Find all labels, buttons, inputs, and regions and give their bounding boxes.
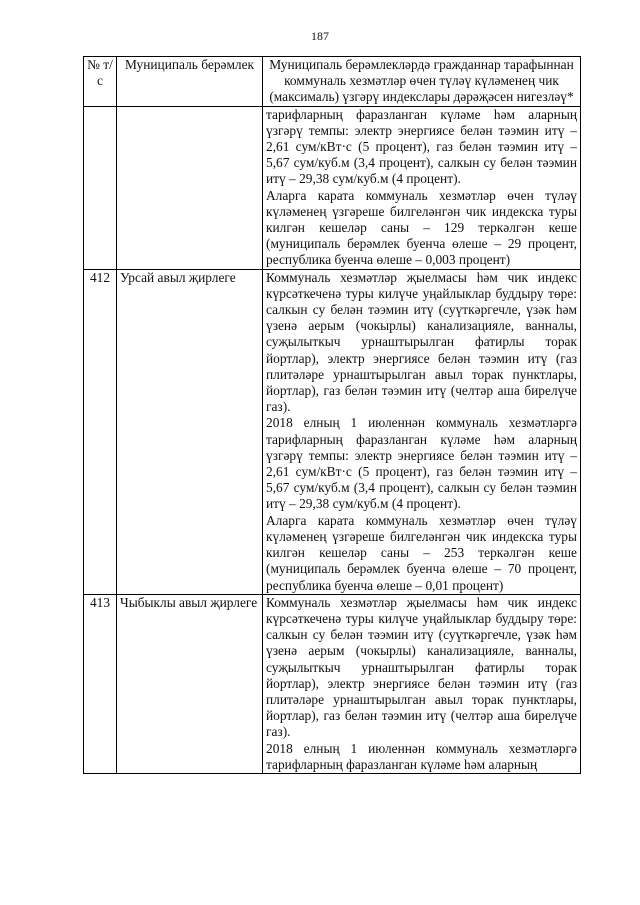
row-paragraph: Коммуналь хезмәтләр җыелмасы һәм чик индекс күрсәткеченә туры килүче уңайлыклар буддыру төре: салкын су белән тәэмин итү (суүткәргечле, үзәк һәм үзенә аерым (чокырлы) канализацияле, ванналы, суҗылыткыч урнаштырылган фатирлы торак йортлар), электр энергиясе белән тәэмин итү (газ плитәләре урнаштырылган авыл торак пунктлары, йортлар), газ белән тәэмин итү (челтәр аша бирелүче газ). bbox=[266, 269, 577, 415]
row-description bbox=[263, 269, 581, 594]
table-row bbox=[84, 269, 581, 594]
tariff-table bbox=[83, 56, 581, 774]
row-municipality bbox=[117, 106, 263, 269]
header-municipality: Муниципаль берәмлек bbox=[117, 57, 263, 107]
row-number: 413 bbox=[84, 594, 117, 773]
header-number: № т/с bbox=[84, 57, 117, 107]
table-row bbox=[84, 106, 581, 269]
row-paragraph: Аларга карата коммуналь хезмәтләр өчен түләү күләменең үзгәреше билгеләнгән чик индекска туры килгән кешеләр саны – 129 теркәлгән кеше (муниципаль берәмлек буенча өлеше – 29 процент, республика буенча өлеше – 0,003 процент) bbox=[266, 187, 577, 268]
table-row bbox=[84, 594, 581, 773]
table-header-row bbox=[84, 57, 581, 107]
row-paragraph: 2018 елның 1 июленнән коммуналь хезмәтләргә тарифларның фаразланган күләме һәм аларның үзгәрү темпы: электр энергиясе белән тәэмин итү – 2,61 сум/кВт·с (5 процент), газ белән тәэмин итү – 5,67 сум/куб.м (3,4 процент), салкын су белән тәэмин итү – 29,38 сум/куб.м (4 процент). bbox=[266, 415, 577, 512]
row-paragraph: Аларга карата коммуналь хезмәтләр өчен түләү күләменең үзгәреше билгеләнгән чик индекска туры килгән кешеләр саны – 253 теркәлгән кеше (муниципаль берәмлек буенча өлеше – 70 процент, республика буенча өлеше – 0,01 процент) bbox=[266, 512, 577, 593]
page-number: 187 bbox=[311, 29, 329, 43]
row-municipality: Чыбыклы авыл җирлеге bbox=[117, 594, 263, 773]
row-number: 412 bbox=[84, 269, 117, 594]
row-municipality: Урсай авыл җирлеге bbox=[117, 269, 263, 594]
row-paragraph: 2018 елның 1 июленнән коммуналь хезмәтләргә тарифларның фаразланган күләме һәм аларның bbox=[266, 740, 577, 772]
header-description: Муниципаль берәмлекләрдә гражданнар тарафыннан коммуналь хезмәтләр өчен түләү күләменең чик (максималь) үзгәрү индекслары дәрәҗәсен нигезләү* bbox=[263, 57, 581, 107]
row-paragraph: Коммуналь хезмәтләр җыелмасы һәм чик индекс күрсәткеченә туры килүче уңайлыклар буддыру төре: салкын су белән тәэмин итү (суүткәргечле, үзәк һәм үзенә аерым (чокырлы) канализацияле, ванналы, суҗылыткыч урнаштырылган фатирлы торак йортлар), электр энергиясе белән тәэмин итү (газ плитәләре урнаштырылган авыл торак пунктлары, йортлар), газ белән тәэмин итү (челтәр аша бирелүче газ). bbox=[266, 594, 577, 740]
row-number bbox=[84, 106, 117, 269]
row-paragraph: тарифларның фаразланган күләме һәм аларның үзгәрү темпы: электр энергиясе белән тәэмин итү – 2,61 сум/кВт·с (5 процент), газ белән тәэмин итү – 5,67 сум/куб.м (3,4 процент), салкын су белән тәэмин итү – 29,38 сум/куб.м (4 процент). bbox=[266, 106, 577, 187]
row-description bbox=[263, 106, 581, 269]
row-description bbox=[263, 594, 581, 773]
